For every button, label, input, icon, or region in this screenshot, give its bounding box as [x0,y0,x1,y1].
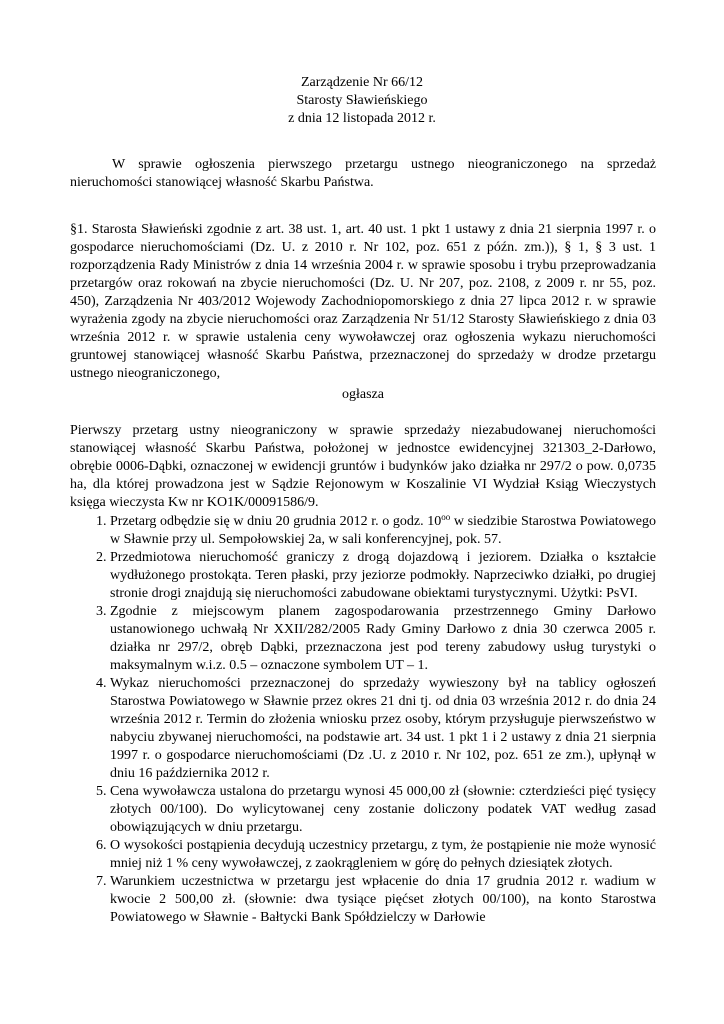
condition-item-1 [110,513,656,549]
condition-item-4: 4. Wykaz nieruchomości przeznaczonej do sprzedaży wywieszony był na tablicy ogłoszeń Starostwa Powiatowego w Sławnie przez okres 21 dni tj. od dnia 03 września 2012 r. do dnia 24 września 2012 r. Termin do złożenia wniosku przez osoby, którym przysługuje pierwszeństwo w nabyciu zbywanej nieruchomości, na podstawie art. 34 ust. 1 pkt 1 i 2 ustawy z dnia 21 sierpnia 1997 r. o gospodarce nieruchomościami (Dz .U. z 2010 r. Nr 102, poz. 651 ze zm.), upłynął w dniu 16 października 2012 r. [110,675,656,783]
condition-1-superscript: oo [441,512,451,522]
issuing-authority: Starosty Sławieńskiego [296,93,428,108]
auction-conditions-list [70,513,656,927]
condition-item-3: 3. Zgodnie z miejscowym planem zagospodarowania przestrzennego Gminy Darłowo ustanowionego uchwałą Nr XXII/282/2005 Rady Gminy Darłowo z dnia 30 czerwca 2005 r. działka nr 297/2, obręb Dąbki, przeznaczona jest pod tereny zabudowy usług turystyki o maksymalnym w.i.z. 0.5 – oznaczone symbolem UT – 1. [110,603,656,675]
subject-paragraph: W sprawie ogłoszenia pierwszego przetargu ustnego nieograniczonego na sprzedaż nieruchomości stanowiącej własność Skarbu Państwa. [70,157,656,190]
announce-word: ogłasza [342,387,384,402]
property-description-paragraph: Pierwszy przetarg ustny nieograniczony w sprawie sprzedaży niezabudowanej nieruchomości stanowiącej własność Skarbu Państwa, położonej w jednostce ewidencyjnej 321303_2-Darłowo, obrębie 0006-Dąbki, oznaczonej w ewidencji gruntów i budynków jako działka nr 297/2 o pow. 0,0735 ha, dla której prowadzona jest w Sądzie Rejonowym w Koszalinie VI Wydział Ksiąg Wieczystych księga wieczysta Kw nr KO1K/00091586/9. [70,423,656,510]
document-header [0,74,724,128]
condition-item-6: 6. O wysokości postąpienia decydują uczestnicy przetargu, z tym, że postąpienie nie może wynosić mniej niż 1 % ceny wywoławczej, z zaokrągleniem w górę do pełnych dziesiątek złotych. [110,837,656,873]
ordinance-number: Zarządzenie Nr 66/12 [300,75,424,90]
ordinance-date: z dnia 12 listopada 2012 r. [288,111,436,126]
condition-1-text-cont: w siedzibie Starostwa Powiatowego w Sławnie przy ul. Sempołowskiej 2a, w sali konferencyjnej, pok. 57. [110,514,657,547]
condition-1-text: Przetarg odbędzie się w dniu 20 grudnia 2012 r. o godz. 10 [110,514,442,529]
condition-item-5: 5. Cena wywoławcza ustalona do przetargu wynosi 45 000,00 zł (słownie: czterdzieści pięć tysięcy złotych 00/100). Do wylicytowanej ceny zostanie doliczony podatek VAT według zasad obowiązujących w dniu przetargu. [110,783,656,837]
condition-item-2: 2. Przedmiotowa nieruchomość graniczy z drogą dojazdową i jeziorem. Działka o kształcie wydłużonego prostokąta. Teren płaski, przy jeziorze podmokły. Naprzeciwko działki, po drugiej stronie drogi znajdują się nieruchomości zabudowane obiektami turystycznymi. Użytki: PsVI. [110,549,656,603]
legal-basis-paragraph: §1. Starosta Sławieński zgodnie z art. 38 ust. 1, art. 40 ust. 1 pkt 1 ustawy z dnia 21 sierpnia 1997 r. o gospodarce nieruchomościami (Dz. U. z 2010 r. Nr 102, poz. 651 z późn. zm.)), § 1, § 3 ust. 1 rozporządzenia Rady Ministrów z dnia 14 września 2004 r. w sprawie sposobu i trybu przeprowadzania przetargów oraz rokowań na zbycie nieruchomości (Dz. U. Nr 207, poz. 2108, z 2009 r. nr 55, poz. 450), Zarządzenia Nr 403/2012 Wojewody Zachodniopomorskiego z dnia 27 lipca 2012 r. w sprawie wyrażenia zgody na zbycie nieruchomości oraz Zarządzenia Nr 51/12 Starosty Sławieńskiego z dnia 03 września 2012 r. w sprawie ustalenia ceny wywoławczej oraz ogłoszenia wykazu nieruchomości gruntowej stanowiącej własność Skarbu Państwa, przeznaczonej do sprzedaży w drodze przetargu ustnego nieograniczonego, [70,222,656,381]
condition-item-7: 7. Warunkiem uczestnictwa w przetargu jest wpłacenie do dnia 17 grudnia 2012 r. wadium w kwocie 2 500,00 zł. (słownie: dwa tysiące pięćset złotych 00/100), na konto Starostwa Powiatowego w Sławnie - Bałtycki Bank Spółdzielczy w Darłowie [110,873,656,927]
